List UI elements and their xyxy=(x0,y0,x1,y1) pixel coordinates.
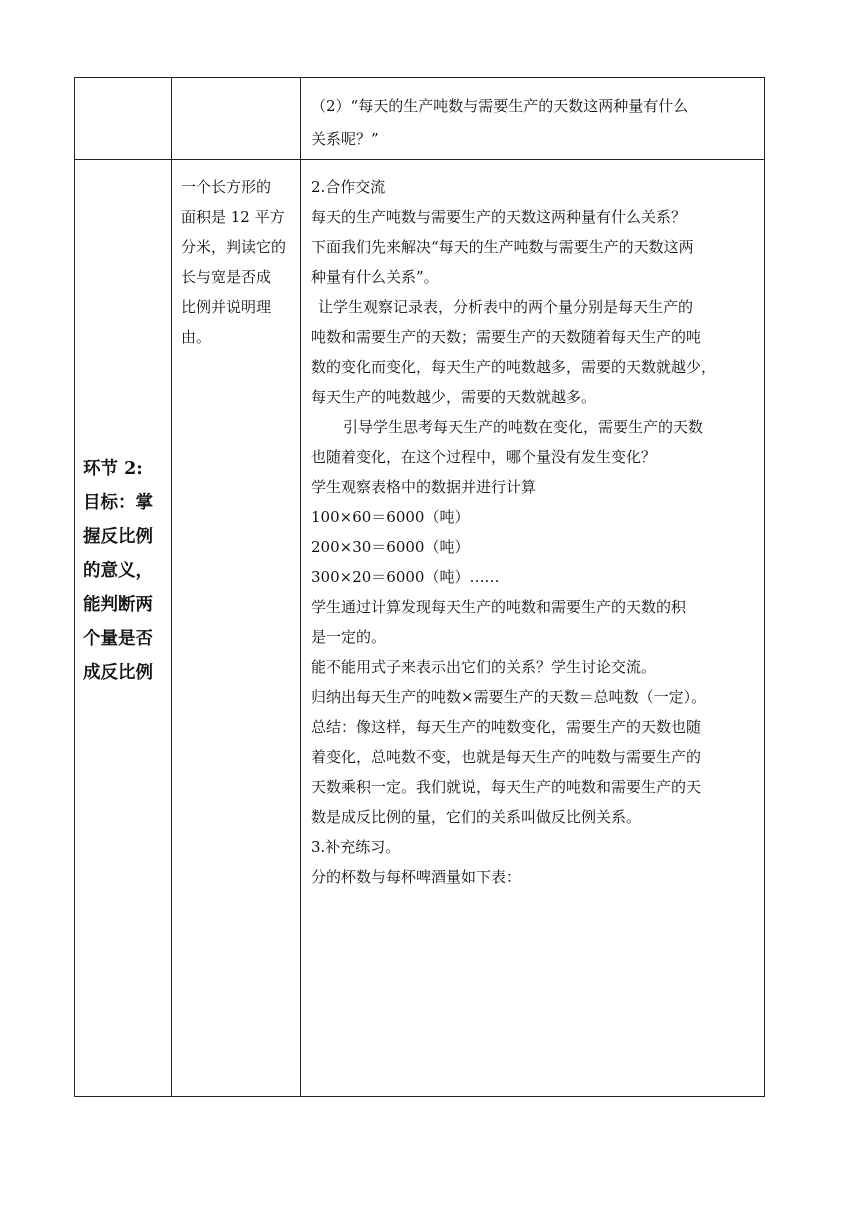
stage-line: 成反比例 xyxy=(83,663,153,683)
text-line: 学生观察表格中的数据并进行计算 xyxy=(311,478,537,496)
stage-line: 个量是否 xyxy=(83,629,153,649)
cell-activity xyxy=(301,78,765,160)
text-line: 也随着变化，在这个过程中，哪个量没有发生变化？ xyxy=(311,448,657,466)
text-line: 数是成反比例的量，它们的关系叫做反比例关系。 xyxy=(311,808,642,826)
table-row xyxy=(75,160,765,1097)
stage-line: 目标：掌 xyxy=(83,493,153,513)
text-line: 下面我们先来解决“每天的生产吨数与需要生产的天数这两 xyxy=(311,238,694,256)
text-line: 每天生产的吨数越少，需要的天数就越多。 xyxy=(311,388,597,406)
exercise-line: 由。 xyxy=(181,328,212,346)
cell-activity xyxy=(301,160,765,1097)
section-heading: 3.补充练习。 xyxy=(311,838,401,856)
text-line: 能不能用式子来表示出它们的关系？学生讨论交流。 xyxy=(311,658,657,676)
text-line: 让学生观察记录表，分析表中的两个量分别是每天生产的 xyxy=(318,298,694,316)
text-line: （2）“每天的生产吨数与需要生产的天数这两种量有什么 xyxy=(311,97,689,115)
text-line: 每天的生产吨数与需要生产的天数这两种量有什么关系？ xyxy=(311,208,687,226)
equation-line: 300×20＝6000（吨）…… xyxy=(311,568,500,586)
text-line: 是一定的。 xyxy=(311,628,387,646)
cell-stage xyxy=(75,160,172,1097)
text-line: 总结：像这样，每天生产的吨数变化，需要生产的天数也随 xyxy=(311,718,702,736)
equation-line: 100×60＝6000（吨） xyxy=(311,508,470,526)
table-row xyxy=(75,78,765,160)
stage-line: 环节 2: xyxy=(83,459,143,479)
stage-line: 握反比例 xyxy=(83,527,153,547)
text-line: 学生通过计算发现每天生产的吨数和需要生产的天数的积 xyxy=(311,598,687,616)
stage-line: 的意义， xyxy=(83,561,153,581)
text-line: 吨数和需要生产的天数；需要生产的天数随着每天生产的吨 xyxy=(311,328,702,346)
text-line: 归纳出每天生产的吨数×需要生产的天数＝总吨数（一定）。 xyxy=(311,688,707,706)
exercise-line: 面积是 12 平方 xyxy=(181,208,285,226)
text-line: 分的杯数与每杯啤酒量如下表： xyxy=(311,868,522,886)
text-line: 引导学生思考每天生产的吨数在变化，需要生产的天数 xyxy=(343,418,704,436)
exercise-line: 一个长方形的 xyxy=(181,178,272,196)
exercise-line: 分米，判读它的 xyxy=(181,238,287,256)
section-heading: 2.合作交流 xyxy=(311,178,386,196)
exercise-line: 比例并说明理 xyxy=(181,298,272,316)
text-line: 数的变化而变化，每天生产的吨数越多，需要的天数就越少， xyxy=(311,358,717,376)
text-line: 关系呢？” xyxy=(311,130,379,148)
equation-line: 200×30＝6000（吨） xyxy=(311,538,470,556)
text-line: 着变化，总吨数不变，也就是每天生产的吨数与需要生产的 xyxy=(311,748,702,766)
exercise-line: 长与宽是否成 xyxy=(181,268,272,286)
text-line: 天数乘积一定。我们就说，每天生产的吨数和需要生产的天 xyxy=(311,778,702,796)
stage-line: 能判断两 xyxy=(83,595,153,615)
cell-stage xyxy=(75,78,172,160)
lesson-plan-table xyxy=(74,77,765,1097)
cell-exercise xyxy=(172,78,301,160)
text-line: 种量有什么关系”。 xyxy=(311,268,439,286)
cell-exercise xyxy=(172,160,301,1097)
